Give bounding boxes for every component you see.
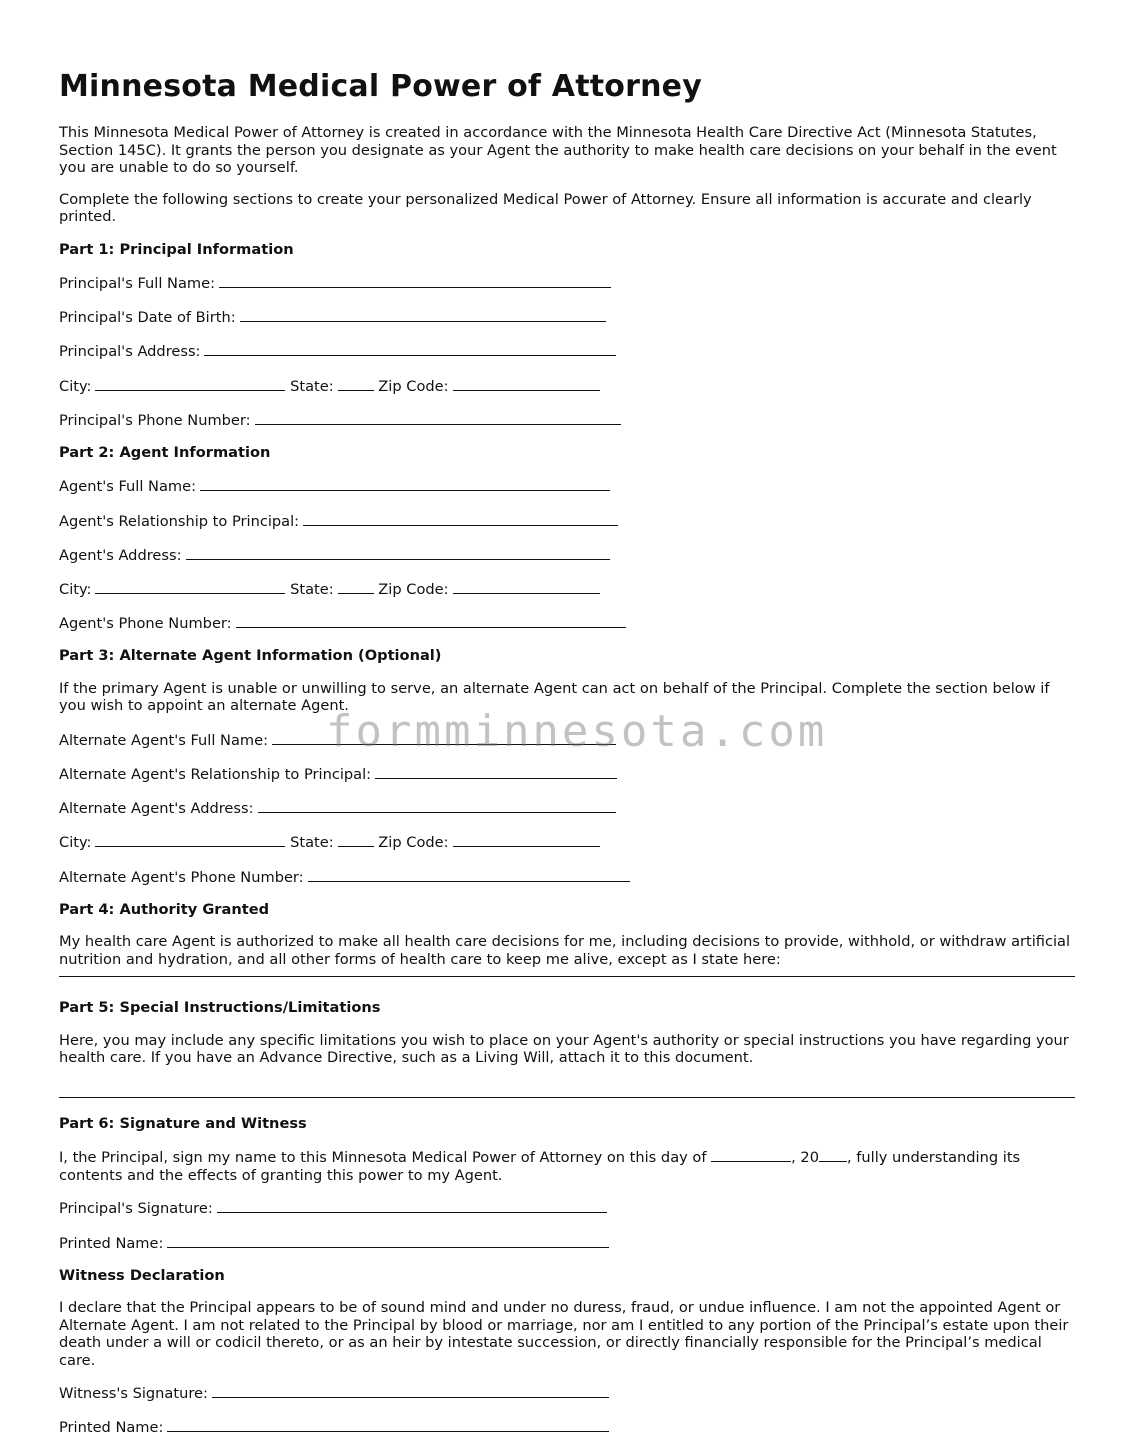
alt-agent-phone-label: Alternate Agent's Phone Number: [59, 868, 304, 886]
part3-heading: Part 3: Alternate Agent Information (Optional) [59, 647, 442, 665]
principal-dob-field[interactable] [59, 307, 1075, 327]
principal-full-name-label: Principal's Full Name: [59, 275, 216, 292]
agent-full-name-label: Agent's Full Name: [59, 478, 197, 496]
alt-agent-address-label: Alternate Agent's Address: [59, 800, 254, 818]
agent-address-blank[interactable] [186, 545, 610, 560]
part5-instructions-line[interactable] [59, 1097, 1075, 1098]
principal-phone-field[interactable] [59, 410, 1075, 430]
state-blank[interactable] [338, 579, 374, 594]
principal-address-blank[interactable] [204, 341, 616, 356]
part5-heading: Part 5: Special Instructions/Limitations [59, 999, 381, 1017]
zip-label: Zip Code: [378, 377, 449, 395]
principal-phone-blank[interactable] [255, 410, 621, 425]
alt-agent-phone-field[interactable] [59, 867, 1075, 887]
principal-phone-label: Principal's Phone Number: [59, 411, 251, 429]
agent-city-state-zip-field[interactable] [59, 579, 1075, 599]
part6-paragraph [59, 1147, 1075, 1184]
document-title: Minnesota Medical Power of Attorney [59, 69, 702, 104]
part6-text-c: , fully understanding its contents and the effects of granting this power to my Agent. [59, 1149, 1021, 1184]
principal-signature-label: Principal's Signature: [59, 1200, 213, 1218]
part4-heading: Part 4: Authority Granted [59, 900, 270, 918]
alt-agent-relationship-field[interactable] [59, 764, 1075, 784]
state-label: State: [290, 581, 334, 598]
witness-printed-name-label: Printed Name: [59, 1419, 164, 1437]
city-label: City: [59, 834, 92, 852]
intro-paragraph: This Minnesota Medical Power of Attorney is created in accordance with the Minnesota Health Care Directive Act (Minnesota Statutes, Section 145C). It grants the person you designate as your Agent the authority to make health care decisions on your behalf in the event you are unable to do so yourself. [59, 124, 1057, 176]
zip-label: Zip Code: [378, 834, 449, 852]
city-blank[interactable] [95, 579, 285, 594]
witness-printed-name-blank[interactable] [167, 1417, 609, 1432]
principal-address-label: Principal's Address: [59, 343, 201, 361]
principal-full-name-blank[interactable] [219, 273, 611, 288]
principal-signature-field[interactable] [59, 1198, 1075, 1218]
zip-blank[interactable] [453, 376, 600, 391]
agent-phone-label: Agent's Phone Number: [59, 615, 232, 633]
witness-signature-field[interactable] [59, 1383, 1075, 1403]
agent-relationship-field[interactable] [59, 511, 1075, 531]
city-label: City: [59, 581, 92, 598]
alt-agent-full-name-field[interactable] [59, 730, 1075, 750]
witness-heading: Witness Declaration [59, 1266, 225, 1284]
signing-day-month-blank[interactable] [711, 1147, 791, 1162]
zip-blank[interactable] [453, 579, 600, 594]
state-label: State: [290, 377, 334, 395]
principal-dob-label: Principal's Date of Birth: [59, 309, 236, 327]
principal-city-state-zip-field[interactable] [59, 376, 1075, 396]
part5-paragraph: Here, you may include any specific limitations you wish to place on your Agent's authority or special instructions you have regarding your health care. If you have an Advance Directive, such as a Living Will, attach it to this document. [59, 1031, 1069, 1067]
witness-paragraph: I declare that the Principal appears to be of sound mind and under no duress, fraud, or undue influence. I am not the appointed Agent or Alternate Agent. I am not related to the Principal by blood or marriage, nor am I entitled to any portion of the Principal’s estate upon their death under a will or codicil thereto, or as an heir by intestate succession, or directly financially responsible for the Principal’s medical care. [59, 1299, 1069, 1369]
alt-agent-relationship-blank[interactable] [375, 764, 617, 779]
alt-agent-city-state-zip-field[interactable] [59, 832, 1075, 852]
watermark: formminnesota.com [326, 706, 828, 757]
city-label: City: [59, 377, 92, 395]
alt-agent-address-field[interactable] [59, 798, 1075, 818]
principal-printed-name-field[interactable] [59, 1233, 1075, 1253]
city-blank[interactable] [95, 376, 285, 391]
alt-agent-full-name-label: Alternate Agent's Full Name: [59, 731, 269, 749]
part3-paragraph: If the primary Agent is unable or unwilling to serve, an alternate Agent can act on behalf of the Principal. Complete the section below if you wish to appoint an alternate Agent. [59, 679, 1050, 715]
part6-text-b: , 20 [791, 1149, 819, 1167]
city-blank[interactable] [95, 832, 285, 847]
principal-signature-blank[interactable] [217, 1198, 607, 1213]
part4-exceptions-line[interactable] [59, 976, 1075, 977]
witness-signature-blank[interactable] [212, 1383, 609, 1398]
principal-printed-name-blank[interactable] [167, 1233, 609, 1248]
document-page [59, 68, 1075, 1452]
part4-paragraph: My health care Agent is authorized to make all health care decisions for me, including decisions to provide, withhold, or withdraw artificial nutrition and hydration, and all other forms of health care to keep me alive, except as I state here: [59, 933, 1071, 968]
part2-heading: Part 2: Agent Information [59, 443, 271, 461]
agent-relationship-blank[interactable] [303, 511, 618, 526]
principal-dob-blank[interactable] [240, 307, 606, 322]
state-label: State: [290, 834, 334, 852]
instructions-paragraph: Complete the following sections to create your personalized Medical Power of Attorney. Ensure all information is accurate and clearly printed. [59, 190, 1032, 225]
alt-agent-full-name-blank[interactable] [272, 730, 616, 745]
zip-blank[interactable] [453, 832, 600, 847]
alt-agent-address-blank[interactable] [258, 798, 616, 813]
witness-signature-label: Witness's Signature: [59, 1385, 208, 1403]
agent-relationship-label: Agent's Relationship to Principal: [59, 512, 300, 530]
alt-agent-phone-blank[interactable] [308, 867, 630, 882]
principal-full-name-field[interactable] [59, 273, 1075, 293]
witness-printed-name-field[interactable] [59, 1417, 1075, 1437]
part6-text-a: I, the Principal, sign my name to this Minnesota Medical Power of Attorney on this day of [59, 1149, 707, 1167]
zip-label: Zip Code: [378, 581, 449, 598]
part6-heading: Part 6: Signature and Witness [59, 1114, 307, 1132]
alt-agent-relationship-label: Alternate Agent's Relationship to Principal: [59, 766, 372, 784]
part1-heading: Part 1: Principal Information [59, 240, 294, 258]
state-blank[interactable] [338, 376, 374, 391]
agent-phone-blank[interactable] [236, 613, 626, 628]
agent-phone-field[interactable] [59, 613, 1075, 633]
agent-address-field[interactable] [59, 545, 1075, 565]
state-blank[interactable] [338, 832, 374, 847]
signing-year-blank[interactable] [819, 1147, 847, 1162]
agent-address-label: Agent's Address: [59, 546, 182, 564]
agent-full-name-blank[interactable] [200, 476, 610, 491]
principal-address-field[interactable] [59, 341, 1075, 361]
agent-full-name-field[interactable] [59, 476, 1075, 496]
principal-printed-name-label: Printed Name: [59, 1234, 164, 1252]
